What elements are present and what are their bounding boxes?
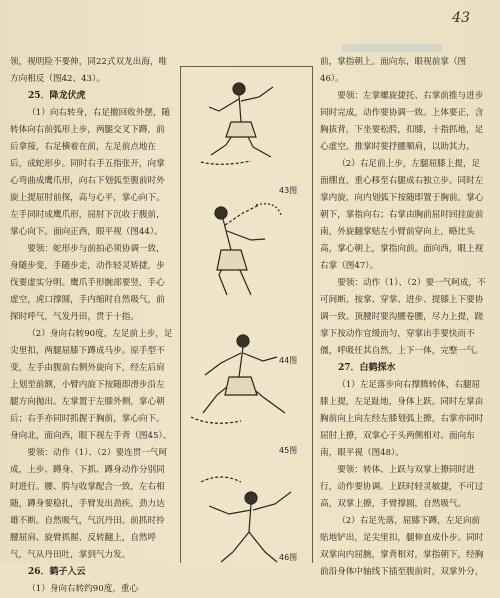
- paragraph: 要领：动作（1）、（2）要一气呵成，不可间断。按掌、穿掌、进步、提膝上下要协调一致。顶腰时要沟腰卷腰，尽力上提，蹉掌下按动作宜缓而匀，穿掌出手要快而不僵，呼吸任其自然，上下一体，完整一气。: [320, 278, 486, 356]
- paragraph: （2）右足先落，屈膝下蹲，左足向前贴地铲出，足尖里扣，腿伸直成仆步。同时双掌向内屈腕，掌背相对，掌指朝下，经胸前沿身体中轴线下插至腹前时，双掌外分，: [320, 516, 484, 577]
- paragraph: 要领：转体、上跃与双掌上撩同时进行，动作要协调。上跃时轻灵敏捷，不可过高，双掌上撩，手臂撑圆，自然吸气。: [320, 465, 484, 509]
- paragraph: 要领：动作（1）、（2）要连贯一气呵成，上步、蹲身、下抓、蹲身动作分别同时进行。腰、胯与收掌配合一致，左右相随，蹲身要稳扎，手臂发出劲疾，劲力达雄不断。自然吸气，气沉丹田。前抓时拎腰屈肩、旋臂抓握、反转翻上，自然呼气，气从丹田吐，掌到气力发。: [10, 448, 168, 560]
- figure-45: [181, 317, 312, 455]
- paragraph: 要领：蛇形步与前拍必须协调一致，身随步变，手随步走，动作轻灵矫捷，步伐要虚实分明。鹰爪手形腕部要竖，手心虚空，虎口撑圆，手内缩时自然吸气，前探时呼气，气发丹田，贯于十指。: [10, 244, 165, 322]
- figure-46: [181, 452, 312, 563]
- section-heading: 25．降龙伏虎: [28, 91, 86, 101]
- paragraph: （2）右足前上步，左腿屈膝上提，足面绷直，重心移至右腿成右独立步。同时左掌内旋，向内划弧下按随即置于胸前。掌心朝下，掌指向右；右掌由胸前屈时回挂旋前南，外旋翻掌贴左小臂前穿向上，略比头高，掌心朝上，掌指向前。面向西，眼上视右掌（图47）。: [320, 159, 484, 271]
- left-text-column: [10, 54, 173, 598]
- paragraph: （1）身向右转约90度，重心: [27, 584, 139, 594]
- figure-label: 45图: [279, 446, 298, 455]
- figure-label: 44图: [279, 356, 298, 365]
- paragraph: 前，掌指朝上。面向东，眼视前掌（图46）。: [320, 57, 467, 84]
- page-number: 43: [452, 10, 470, 26]
- paragraph: （1）向右转身，右足撤回收外摆，随转体向右前弧形上步，两腿交叉下蹲，前后拿接，右足横着在前，左足前点地在后，成蛇形步。同时右手五指张开，向掌心弯曲成鹰爪形，向右下划弧至腹前时外旋上提屈肘前探，高与心平，掌心向下。左手同时成鹰爪形，屈肘下沉收于腹前，掌心向下。面向正西，眼平视（图44）。: [10, 108, 171, 237]
- martial-pose-figure-46: [181, 452, 312, 563]
- figure-panel: [180, 66, 313, 563]
- right-text-column: [320, 54, 486, 581]
- paragraph: 领，视明险不要伸，同22式双龙出海，唯方向相反（图42、43）。: [10, 57, 168, 84]
- paragraph: （2）身向右转90度，左足前上步，足尖里扣，两腿屈膝下蹲成马步。原手型不变，左手由腹前右侧外旋向下，经左后肩上划至前额，小臂内旋下按随即滑步沿左腿方向抛出。左掌置于左膝外侧，掌心朝后；右手亦同时抓握于胸前，掌心向下。身向北，面向西，眼下视左手背（图45）。: [10, 329, 173, 441]
- paragraph: （1）左足落步向右撑腾转体，右腿屈膝上提，左足趾地，身体上跃。同时左掌由胸前向上向左经左膝划弧上撩，右掌亦同时屈肘上撩，双掌心于头两侧相对。面向东南，眼平视（图48）。: [320, 380, 484, 458]
- section-heading: 26．鹤子入云: [28, 567, 86, 577]
- martial-pose-figure-44: [181, 195, 312, 315]
- library-stamp: [342, 44, 442, 52]
- figure-label: 46图: [279, 553, 298, 562]
- figure-label: 43图: [279, 186, 298, 195]
- section-heading: 27．白鹤探水: [338, 363, 396, 373]
- martial-pose-figure-45: [181, 317, 312, 447]
- paragraph: 要领：左掌螺旋捷托、右掌前推与进步同时完成，动作要协调一致。上体要正，含胸拔背，下坐要松胯，扣膝，十指抓地，足心虚空。推掌时要抒腰顺肩，以助其力。: [320, 91, 484, 152]
- figure-44: [181, 195, 312, 365]
- martial-pose-figure-43: [181, 67, 312, 192]
- figure-43: [181, 67, 312, 195]
